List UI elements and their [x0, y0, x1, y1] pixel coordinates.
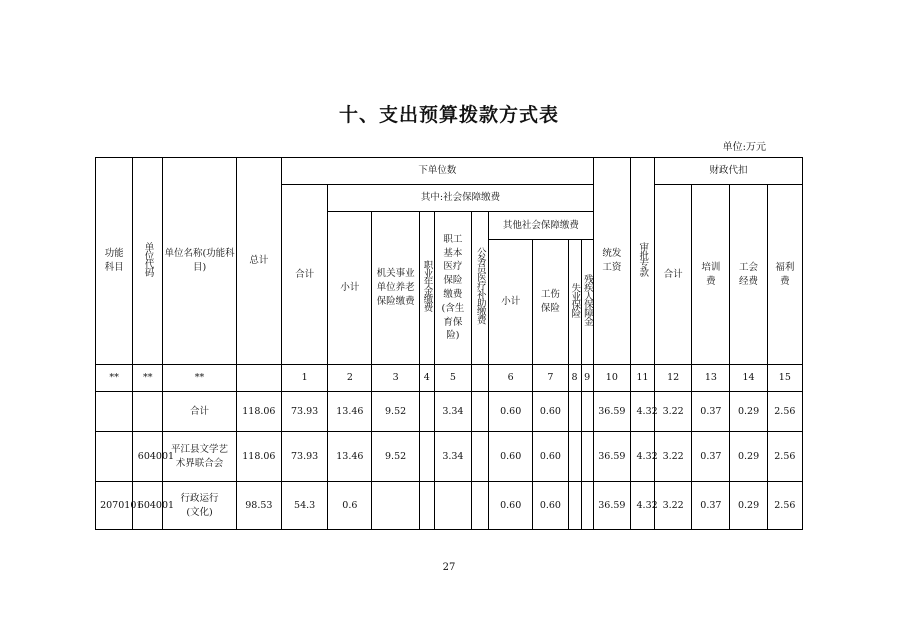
table-cell: 14 [730, 365, 767, 392]
table-cell: 0.29 [730, 432, 767, 482]
header-sum: 合计 [281, 185, 327, 365]
header-medical: 职工基本医疗保险缴费(含生育保险) [434, 212, 471, 365]
header-fiscal: 财政代扣 [655, 158, 803, 185]
header-unemployment: 失业保险 [568, 240, 581, 365]
header-unit-code: 单位代码 [133, 158, 163, 365]
table-cell: 6 [489, 365, 533, 392]
table-cell [568, 432, 581, 482]
table-cell: 0.29 [730, 482, 767, 530]
table-cell: 36.59 [593, 392, 630, 432]
table-cell: 604001 [133, 432, 163, 482]
table-cell: 7 [533, 365, 568, 392]
header-lower-units: 下单位数 [281, 158, 593, 185]
table-cell [419, 432, 434, 482]
header-org-pension: 机关事业单位养老保险缴费 [372, 212, 419, 365]
header-civil-servant-medical: 公务员医疗补助缴费 [472, 212, 489, 365]
table-cell [568, 392, 581, 432]
table-row [96, 392, 803, 432]
table-cell [472, 482, 489, 530]
table-cell: 13.46 [328, 392, 372, 432]
table-cell: 3.22 [655, 392, 692, 432]
table-cell: 11 [630, 365, 654, 392]
table-cell [133, 392, 163, 432]
header-injury: 工伤保险 [533, 240, 568, 365]
header-total: 总计 [236, 158, 281, 365]
table-cell: 0.60 [489, 432, 533, 482]
table-cell [236, 365, 281, 392]
table-cell: 2070101 [96, 482, 133, 530]
table-cell: 2.56 [767, 392, 802, 432]
header-subtotal: 小计 [328, 212, 372, 365]
table-cell: ** [163, 365, 236, 392]
header-approval: 审批专款 [630, 158, 654, 365]
table-cell: 4.32 [630, 392, 654, 432]
table-cell: 4 [419, 365, 434, 392]
table-cell: ** [133, 365, 163, 392]
table-cell [581, 482, 593, 530]
header-social-security: 其中:社会保障缴费 [328, 185, 594, 212]
header-occupational-annuity: 职业年金缴费 [419, 212, 434, 365]
table-cell: 0.37 [692, 392, 730, 432]
table-cell: 2.56 [767, 432, 802, 482]
table-cell: 平江县文学艺术界联合会 [163, 432, 236, 482]
header-salary: 统发工资 [593, 158, 630, 365]
table-cell: 2 [328, 365, 372, 392]
header-fiscal-sum: 合计 [655, 185, 692, 365]
header-training: 培训费 [692, 185, 730, 365]
table-cell: 9.52 [372, 432, 419, 482]
table-cell [96, 432, 133, 482]
table-cell: 36.59 [593, 482, 630, 530]
table-cell [581, 432, 593, 482]
table-cell: 12 [655, 365, 692, 392]
table-cell: 73.93 [281, 392, 327, 432]
table-cell [96, 392, 133, 432]
header-row-1 [96, 158, 803, 185]
budget-table [95, 157, 803, 530]
table-cell [472, 392, 489, 432]
table-cell: 2.56 [767, 482, 802, 530]
header-unit-name: 单位名称(功能科目) [163, 158, 236, 365]
header-union: 工会经费 [730, 185, 767, 365]
table-cell: 8 [568, 365, 581, 392]
table-cell: 3.22 [655, 482, 692, 530]
table-cell [472, 365, 489, 392]
table-cell: 0.37 [692, 432, 730, 482]
table-cell: 0.29 [730, 392, 767, 432]
table-cell: 3 [372, 365, 419, 392]
table-cell [419, 482, 434, 530]
page-number: 27 [442, 562, 456, 573]
table-cell: 10 [593, 365, 630, 392]
table-cell: 13.46 [328, 432, 372, 482]
header-other-subtotal: 小计 [489, 240, 533, 365]
table-cell: 0.60 [533, 482, 568, 530]
table-cell: 98.53 [236, 482, 281, 530]
index-row [96, 365, 803, 392]
table-cell: 604001 [133, 482, 163, 530]
table-cell: 0.60 [533, 392, 568, 432]
table-cell: 3.34 [434, 392, 471, 432]
table-cell [419, 392, 434, 432]
table-cell: 0.6 [328, 482, 372, 530]
header-func-subject: 功能科目 [96, 158, 133, 365]
page-title: 十、支出预算拨款方式表 [338, 104, 559, 126]
table-cell: 0.37 [692, 482, 730, 530]
table-row [96, 482, 803, 530]
table-cell: 36.59 [593, 432, 630, 482]
table-cell [434, 482, 471, 530]
table-cell: 0.60 [533, 432, 568, 482]
table-cell: 4.32 [630, 432, 654, 482]
header-disabled: 残疾人保障金 [581, 240, 593, 365]
header-other-social: 其他社会保障缴费 [489, 212, 594, 240]
table-cell [581, 392, 593, 432]
table-cell: 118.06 [236, 392, 281, 432]
table-cell: 1 [281, 365, 327, 392]
table-cell: 9.52 [372, 392, 419, 432]
table-cell: 行政运行(文化) [163, 482, 236, 530]
table-cell: 3.22 [655, 432, 692, 482]
table-cell: 0.60 [489, 482, 533, 530]
table-cell [372, 482, 419, 530]
table-row [96, 432, 803, 482]
table-cell: 0.60 [489, 392, 533, 432]
table-cell: 15 [767, 365, 802, 392]
table-cell: 5 [434, 365, 471, 392]
table-cell: 合计 [163, 392, 236, 432]
table-cell [568, 482, 581, 530]
table-cell [472, 432, 489, 482]
table-cell: 54.3 [281, 482, 327, 530]
table-cell: 13 [692, 365, 730, 392]
table-cell: ** [96, 365, 133, 392]
unit-label: 单位:万元 [722, 142, 766, 153]
table-cell: 9 [581, 365, 593, 392]
table-cell: 3.34 [434, 432, 471, 482]
table-cell: 118.06 [236, 432, 281, 482]
table-cell: 4.32 [630, 482, 654, 530]
header-welfare: 福利费 [767, 185, 802, 365]
table-cell: 73.93 [281, 432, 327, 482]
